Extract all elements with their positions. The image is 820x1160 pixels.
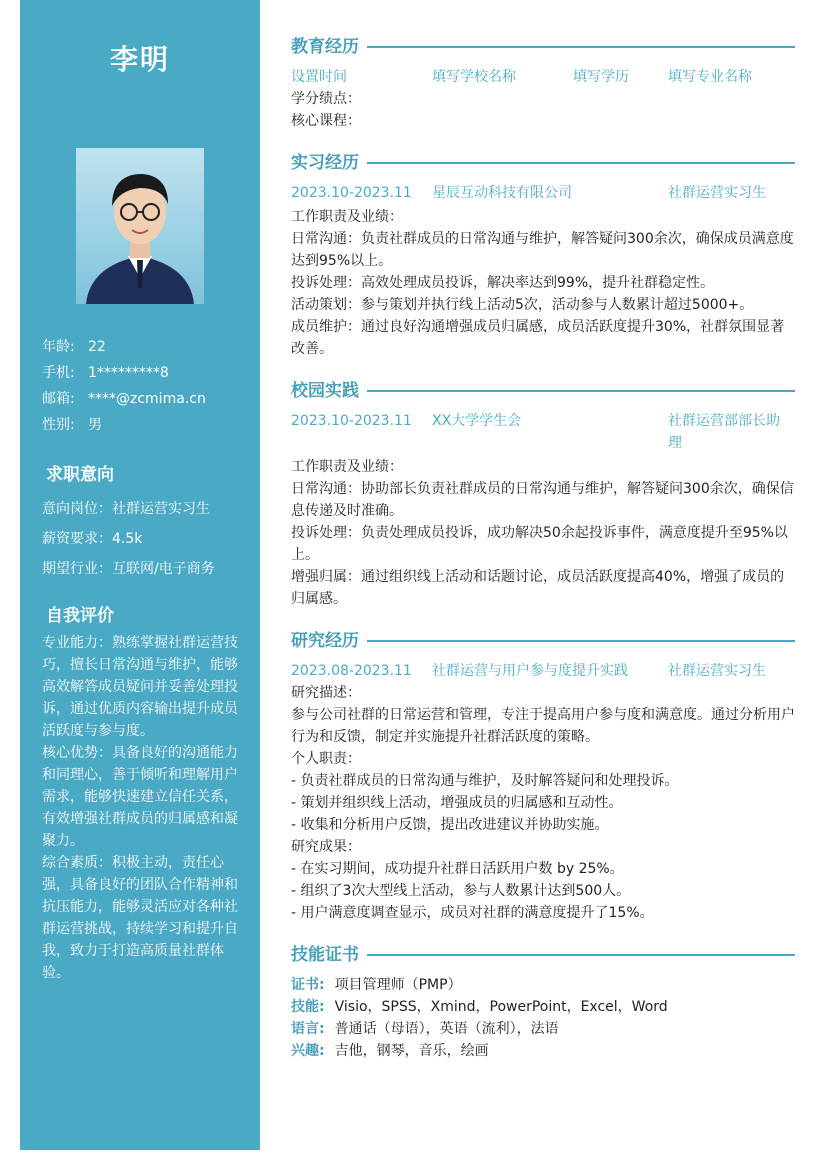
divider (367, 640, 795, 642)
info-label: 邮箱: (42, 391, 75, 407)
sidebar (20, 0, 260, 1150)
time: 2023.10-2023.11 (291, 413, 412, 429)
internship-row (291, 182, 795, 204)
section-title: 研究经历 (291, 631, 359, 651)
edu-major: 填写专业名称 (668, 69, 752, 85)
info-label: 手机: (42, 365, 75, 381)
skill-item (291, 996, 795, 1018)
research-heading (291, 630, 795, 652)
campus-row (291, 410, 795, 454)
detail-line: 成员维护：通过良好沟通增强成员归属感，成员活跃度提升30%，社群氛围显著改善。 (291, 319, 785, 357)
self-eval-heading: 自我评价 (46, 606, 114, 626)
eval-paragraph: 综合素质：积极主动，责任心强，具备良好的团队合作精神和抗压能力，能够灵活应对各种社群运营挑战，持续学习和提升自我，致力于打造高质量社群体验。 (42, 855, 238, 981)
detail-line: 个人职责： (291, 751, 361, 767)
detail-line: - 负责社群成员的日常沟通与维护，及时解答疑问和处理投诉。 (291, 773, 679, 789)
personal-info (42, 334, 206, 438)
detail-line: - 组织了3次大型线上活动，参与人数累计达到500人。 (291, 883, 631, 899)
info-value: ****@zcmima.cn (88, 391, 206, 407)
info-value: 男 (88, 417, 102, 433)
edu-line: 核心课程： (291, 113, 361, 129)
section-title: 教育经历 (291, 37, 359, 57)
skill-label: 兴趣: (291, 1043, 325, 1059)
detail-line: - 在实习期间，成功提升社群日活跃用户数 by 25%。 (291, 861, 624, 877)
eval-paragraph: 核心优势：具备良好的沟通能力和同理心，善于倾听和理解用户需求，能够快速建立信任关系，有效增强社群成员的归属感和凝聚力。 (42, 745, 238, 849)
education-heading (291, 36, 795, 58)
info-label: 年龄: (42, 339, 75, 355)
detail-line: 活动策划：参与策划并执行线上活动5次，活动参与人数累计超过5000+。 (291, 297, 754, 313)
skill-label: 语言: (291, 1021, 325, 1037)
skill-value: 吉他，钢琴，音乐，绘画 (334, 1043, 489, 1059)
research-row (291, 660, 795, 682)
detail-line: 参与公司社群的日常运营和管理，专注于提高用户参与度和满意度。通过分析用户行为和反馈，制定并实施提升社群活跃度的策略。 (291, 707, 795, 745)
internship-heading (291, 152, 795, 174)
detail-line: - 策划并组织线上活动，增强成员的归属感和互动性。 (291, 795, 623, 811)
edu-time: 设置时间 (291, 69, 347, 85)
edu-degree: 填写学历 (573, 69, 629, 85)
skill-label: 技能: (291, 999, 325, 1015)
detail-line: 工作职责及业绩： (291, 209, 403, 225)
divider (367, 390, 795, 392)
skill-value: Visio，SPSS，Xmind，PowerPoint，Excel，Word (334, 999, 668, 1015)
skill-label: 证书: (291, 977, 325, 993)
info-label: 性别: (42, 417, 75, 433)
time: 2023.08-2023.11 (291, 663, 412, 679)
skill-value: 普通话（母语），英语（流利），法语 (334, 1021, 559, 1037)
section-title: 技能证书 (291, 945, 359, 965)
role: 社群运营实习生 (668, 185, 766, 201)
skill-value: 项目管理师（PMP） (334, 977, 462, 993)
organization: 社群运营与用户参与度提升实践 (432, 663, 628, 679)
organization: XX大学学生会 (432, 413, 522, 429)
skill-item (291, 1040, 795, 1062)
detail-line: 增强归属：通过组织线上活动和话题讨论，成员活跃度提高40%，增强了成员的归属感。 (291, 569, 785, 607)
detail-line: 研究成果： (291, 839, 361, 855)
time: 2023.10-2023.11 (291, 185, 412, 201)
divider (367, 46, 795, 48)
role: 社群运营部部长助理 (668, 413, 780, 451)
skills-heading (291, 944, 795, 966)
divider (367, 162, 795, 164)
detail-line: 日常沟通：协助部长负责社群成员的日常沟通与维护，解答疑问300余次，确保信息传递及时准确。 (291, 481, 794, 519)
candidate-name: 李明 (109, 43, 170, 76)
self-evaluation (42, 632, 244, 984)
job-intent (42, 494, 215, 584)
section-title: 实习经历 (291, 153, 359, 173)
detail-line: 研究描述： (291, 685, 361, 701)
education-row (291, 66, 795, 88)
skill-item (291, 1018, 795, 1040)
eval-paragraph: 专业能力：熟练掌握社群运营技巧，擅长日常沟通与维护，能够高效解答成员疑问并妥善处理投诉，通过优质内容输出提升成员活跃度与参与度。 (42, 635, 238, 739)
role: 社群运营实习生 (668, 663, 766, 679)
edu-school: 填写学校名称 (432, 69, 516, 85)
info-value: 1*********8 (88, 365, 169, 381)
detail-line: 工作职责及业绩： (291, 459, 403, 475)
campus-heading (291, 380, 795, 402)
main-content (291, 36, 795, 1062)
section-title: 校园实践 (291, 381, 359, 401)
detail-line: - 用户满意度调查显示，成员对社群的满意度提升了15%。 (291, 905, 654, 921)
info-value: 22 (88, 339, 106, 355)
skill-item (291, 974, 795, 996)
intent-item: 薪资要求：4.5k (42, 531, 143, 547)
edu-line: 学分绩点： (291, 91, 361, 107)
detail-line: 投诉处理：高效处理成员投诉，解决率达到99%，提升社群稳定性。 (291, 275, 715, 291)
divider (367, 954, 795, 956)
intent-item: 期望行业：互联网/电子商务 (42, 561, 215, 577)
profile-photo (76, 148, 204, 304)
detail-line: - 收集和分析用户反馈，提出改进建议并协助实施。 (291, 817, 609, 833)
intent-heading: 求职意向 (46, 465, 114, 485)
detail-line: 日常沟通：负责社群成员的日常沟通与维护，解答疑问300余次，确保成员满意度达到95%以上。 (291, 231, 794, 269)
detail-line: 投诉处理：负责处理成员投诉，成功解决50余起投诉事件，满意度提升至95%以上。 (291, 525, 788, 563)
organization: 星辰互动科技有限公司 (432, 185, 572, 201)
intent-item: 意向岗位：社群运营实习生 (42, 501, 210, 517)
